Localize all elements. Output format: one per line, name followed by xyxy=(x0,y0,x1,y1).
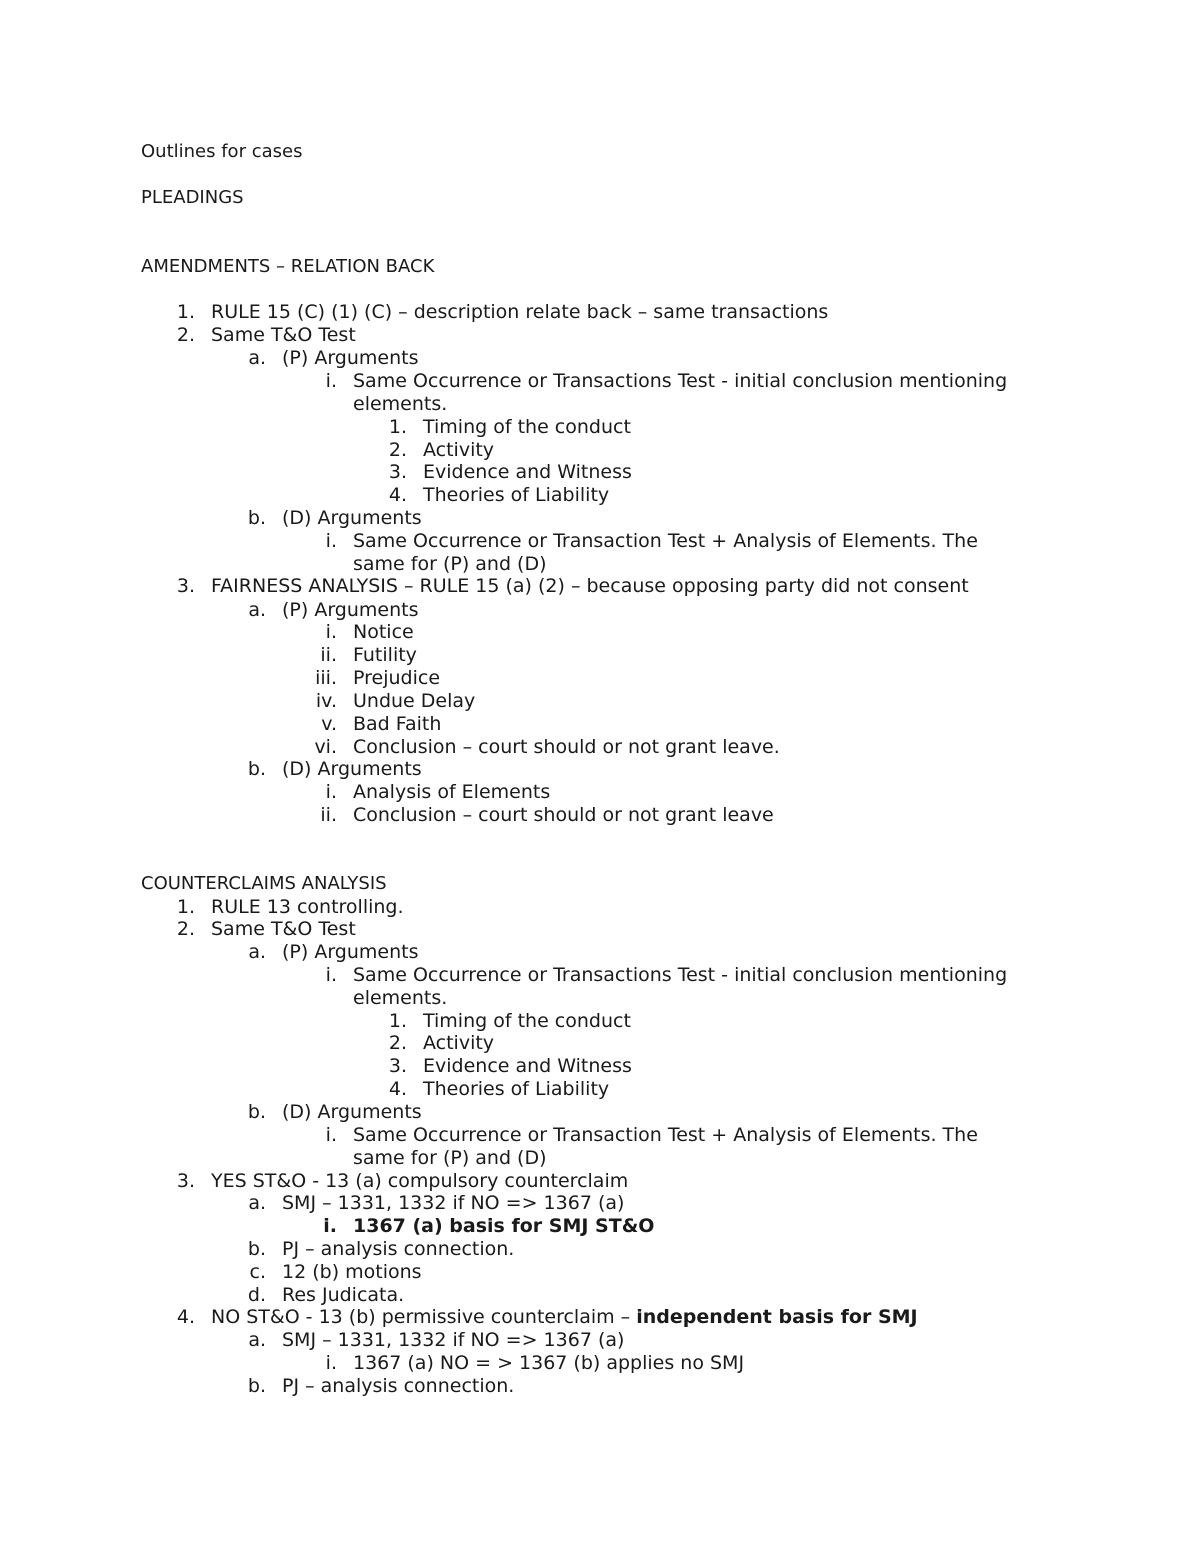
list-marker: 1. xyxy=(388,416,407,438)
list-text: RULE 13 controlling. xyxy=(211,896,404,918)
list-text: SMJ – 1331, 1332 if NO => 1367 (a) xyxy=(282,1329,625,1351)
list-marker: 4. xyxy=(176,1306,195,1328)
list-marker: a. xyxy=(248,1329,266,1351)
list-text-bold: independent basis for SMJ xyxy=(636,1306,918,1328)
heading-amendments: AMENDMENTS – RELATION BACK xyxy=(141,256,435,277)
list-text: Same Occurrence or Transaction Test + Analysis of Elements. The xyxy=(353,530,978,552)
list-marker: 2. xyxy=(388,1032,407,1054)
list-marker: 1. xyxy=(388,1010,407,1032)
list-text: Evidence and Witness xyxy=(423,1055,632,1077)
list-marker: i. xyxy=(325,964,337,986)
list-text: Same T&O Test xyxy=(211,918,356,940)
list-text: Undue Delay xyxy=(353,690,476,712)
heading-counterclaims: COUNTERCLAIMS ANALYSIS xyxy=(141,873,387,894)
list-text: (P) Arguments xyxy=(282,599,419,621)
list-text: Futility xyxy=(353,644,417,666)
list-text: PJ – analysis connection. xyxy=(282,1238,515,1260)
list-marker: 4. xyxy=(388,484,407,506)
list-text: Activity xyxy=(423,439,495,461)
list-text-continuation: elements. xyxy=(353,987,448,1009)
list-marker: 3. xyxy=(176,1170,195,1192)
list-marker: b. xyxy=(247,1375,266,1397)
list-marker: a. xyxy=(248,941,266,963)
list-marker: 4. xyxy=(388,1078,407,1100)
list-text: (P) Arguments xyxy=(282,347,419,369)
list-marker: i. xyxy=(325,370,337,392)
list-text: Theories of Liability xyxy=(423,1078,610,1100)
list-text: (D) Arguments xyxy=(282,758,422,780)
list-text-plain: NO ST&O - 13 (b) permissive counterclaim – xyxy=(211,1306,637,1328)
list-text: Analysis of Elements xyxy=(353,781,551,803)
list-text: Same T&O Test xyxy=(211,324,356,346)
list-text: Notice xyxy=(353,621,414,643)
list-marker: 1. xyxy=(176,896,195,918)
section-heading-pleadings: PLEADINGS xyxy=(141,187,244,208)
list-text xyxy=(211,1306,918,1329)
list-marker: 3. xyxy=(388,461,407,483)
list-marker: b. xyxy=(247,1101,266,1123)
list-text: 1367 (a) basis for SMJ ST&O xyxy=(353,1215,655,1237)
list-marker: 2. xyxy=(176,324,195,346)
list-marker: ii. xyxy=(320,804,337,826)
list-text: Timing of the conduct xyxy=(423,416,631,438)
list-marker: i. xyxy=(325,1124,337,1146)
list-text: Same Occurrence or Transactions Test - initial conclusion mentioning xyxy=(353,370,1008,392)
list-marker: 2. xyxy=(388,439,407,461)
list-marker: 3. xyxy=(388,1055,407,1077)
list-marker: i. xyxy=(325,530,337,552)
list-marker: i. xyxy=(325,621,337,643)
list-text: Evidence and Witness xyxy=(423,461,632,483)
list-text: FAIRNESS ANALYSIS – RULE 15 (a) (2) – because opposing party did not consent xyxy=(211,575,969,597)
list-marker: b. xyxy=(247,1238,266,1260)
list-text-continuation: same for (P) and (D) xyxy=(353,1147,547,1169)
list-marker: a. xyxy=(248,1192,266,1214)
list-text: Bad Faith xyxy=(353,713,442,735)
list-text: (D) Arguments xyxy=(282,507,422,529)
list-marker: ii. xyxy=(320,644,337,666)
list-marker: i. xyxy=(325,1352,337,1374)
list-text: Res Judicata. xyxy=(282,1284,405,1306)
list-text: (P) Arguments xyxy=(282,941,419,963)
list-marker: 1. xyxy=(176,301,195,323)
list-text: Same Occurrence or Transactions Test - initial conclusion mentioning xyxy=(353,964,1008,986)
list-text: Timing of the conduct xyxy=(423,1010,631,1032)
list-text: Conclusion – court should or not grant leave. xyxy=(353,736,780,758)
list-marker: iii. xyxy=(315,667,337,689)
list-text-continuation: same for (P) and (D) xyxy=(353,553,547,575)
list-text: RULE 15 (C) (1) (C) – description relate back – same transactions xyxy=(211,301,829,323)
list-marker: b. xyxy=(247,507,266,529)
list-text: 12 (b) motions xyxy=(282,1261,422,1283)
list-marker: 2. xyxy=(176,918,195,940)
list-text: YES ST&O - 13 (a) compulsory counterclaim xyxy=(211,1170,629,1192)
list-marker: a. xyxy=(248,599,266,621)
list-text: Activity xyxy=(423,1032,495,1054)
list-marker: i. xyxy=(325,781,337,803)
list-text: Same Occurrence or Transaction Test + Analysis of Elements. The xyxy=(353,1124,978,1146)
list-text: SMJ – 1331, 1332 if NO => 1367 (a) xyxy=(282,1192,625,1214)
list-marker: 3. xyxy=(176,575,195,597)
list-text-continuation: elements. xyxy=(353,393,448,415)
list-marker: a. xyxy=(248,347,266,369)
list-marker: v. xyxy=(321,713,337,735)
list-marker: b. xyxy=(247,758,266,780)
list-marker: c. xyxy=(249,1261,266,1283)
list-text: Prejudice xyxy=(353,667,441,689)
list-marker: iv. xyxy=(315,690,337,712)
list-text: (D) Arguments xyxy=(282,1101,422,1123)
document-title: Outlines for cases xyxy=(141,141,303,162)
list-text: Conclusion – court should or not grant leave xyxy=(353,804,774,826)
list-marker: d. xyxy=(247,1284,266,1306)
list-marker: i. xyxy=(323,1215,337,1237)
list-text: 1367 (a) NO = > 1367 (b) applies no SMJ xyxy=(353,1352,745,1374)
list-marker: vi. xyxy=(314,736,337,758)
list-text: Theories of Liability xyxy=(423,484,610,506)
list-text: PJ – analysis connection. xyxy=(282,1375,515,1397)
